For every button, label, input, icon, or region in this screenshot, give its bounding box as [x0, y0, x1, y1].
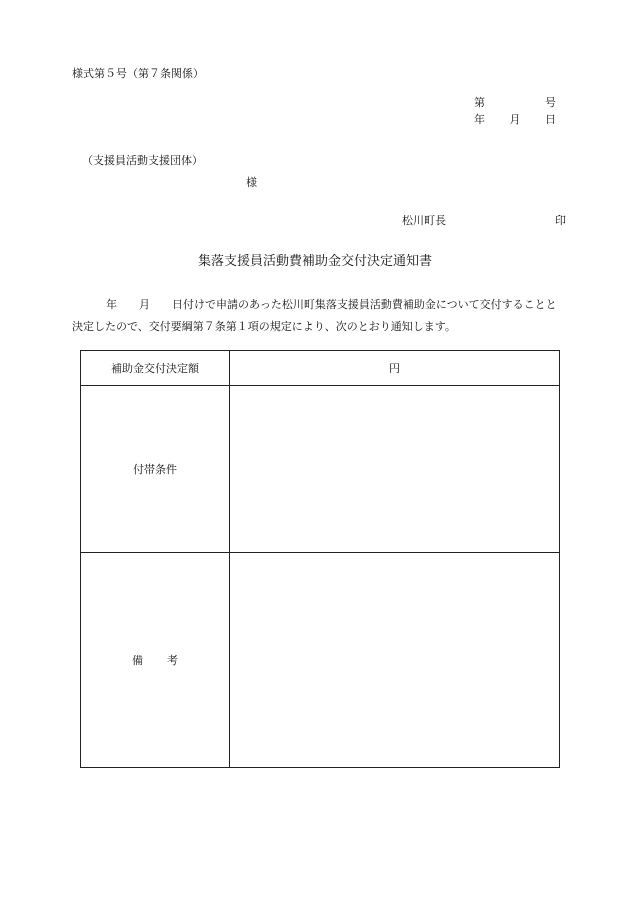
- date-month: 月: [509, 113, 521, 126]
- amount-label: 補助金交付決定額: [81, 351, 230, 386]
- conditions-value: [230, 386, 560, 553]
- issue-date: [474, 114, 556, 125]
- table-row: [81, 386, 560, 553]
- form-number: 様式第５号（第７条関係）: [72, 67, 204, 80]
- issuer-name: 松川町長: [402, 214, 446, 227]
- remarks-label-first: 備: [132, 654, 143, 667]
- document-title: 集落支援員活動費補助金交付決定通知書: [197, 254, 432, 269]
- body-month: 月: [139, 298, 150, 311]
- remarks-label-second: 考: [167, 654, 178, 667]
- table-row: [81, 553, 560, 768]
- table-row: [81, 351, 560, 386]
- date-day: 日: [545, 113, 556, 126]
- recipient-organization: （支援員活動支援団体）: [82, 154, 203, 167]
- remarks-value: [230, 553, 560, 768]
- document-number: [474, 97, 556, 108]
- seal-mark: 印: [555, 214, 566, 227]
- body-year: 年: [106, 298, 117, 311]
- date-year: 年: [474, 113, 485, 126]
- doc-number-suffix: 号: [545, 96, 556, 109]
- body-text: 日付けで申請のあった松川町集落支援員活動費補助金について交付することと決定したので、交付要綱第７条第１項の規定により、次のとおり通知します。: [72, 298, 557, 333]
- recipient-honorific: 様: [246, 176, 257, 189]
- doc-number-prefix: 第: [474, 96, 485, 109]
- remarks-label: [81, 553, 230, 768]
- conditions-label: 付帯条件: [81, 386, 230, 553]
- decision-table: [80, 350, 560, 768]
- body-paragraph: [72, 294, 566, 338]
- amount-value: 円: [230, 351, 560, 386]
